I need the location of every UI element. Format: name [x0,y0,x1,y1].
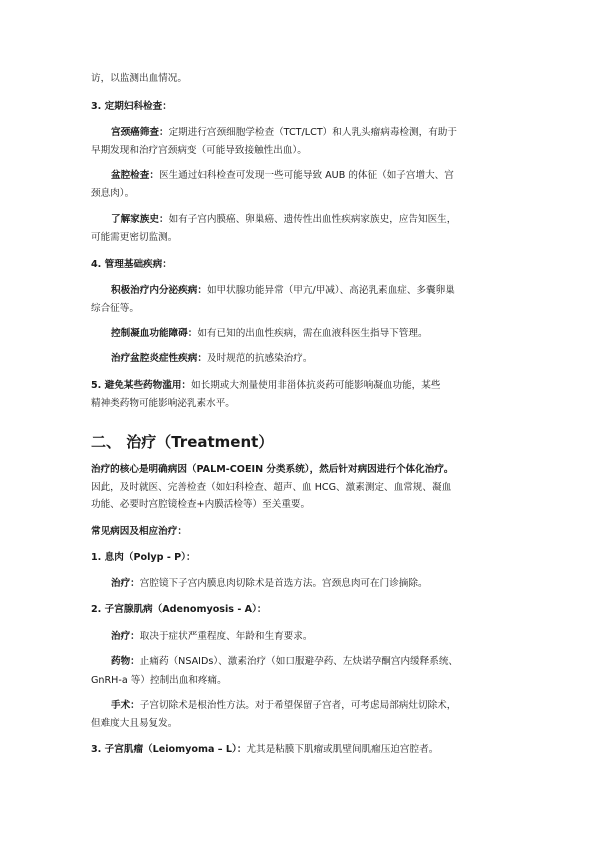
item-text: 止痛药（NSAIDs）、激素治疗（如口服避孕药、左炔诺孕酮宫内缓释系统、 [139,656,459,667]
list-item [111,631,531,643]
paragraph-line: 颈息肉）。 [91,188,135,199]
item-text: 如甲状腺功能异常（甲亢/甲减）、高泌乳素血症、多囊卵巢 [206,285,455,296]
item-term: 盆腔检查： [111,170,159,181]
list-item [111,328,531,340]
list-item [111,285,531,297]
item-term: 治疗： [111,578,140,589]
list-item [111,127,531,139]
item-term: 5. 避免某些药物滥用： [91,380,192,391]
paragraph-line: GnRH-a 等）控制出血和疼痛。 [91,675,227,686]
list-item [111,700,531,712]
section-heading: 3. 定期妇科检查： [91,101,172,112]
item-term: 治疗： [111,631,140,642]
section-heading: 4. 管理基础疾病： [91,259,172,270]
list-item [111,353,531,365]
list-item [91,380,511,392]
section-heading: 1. 息肉（Polyp - P）： [91,552,196,563]
item-term: 积极治疗内分泌疾病： [111,285,207,296]
paragraph-line: 可能需更密切监测。 [91,232,178,243]
list-item [111,214,531,226]
item-text: 如有子宫内膜癌、卵巢癌、遗传性出血性疾病家族史，应告知医生， [168,214,457,225]
item-text: 医生通过妇科检查可发现一些可能导致 AUB 的体征（如子宫增大、宫 [158,170,454,181]
paragraph-line: 功能、必要时宫腔镜检查+内膜活检等）至关重要。 [91,499,311,510]
paragraph-line: 精神类药物可能影响泌乳素水平。 [91,398,235,409]
item-text: 尤其是粘膜下肌瘤或肌壁间肌瘤压迫宫腔者。 [246,744,439,755]
section-heading: 2. 子宫腺肌病（Adenomyosis - A）： [91,604,267,615]
paragraph-line: 访，以监测出血情况。 [91,73,187,84]
item-term: 药物： [111,656,140,667]
list-item [111,170,531,182]
item-term: 3. 子宫肌瘤（Leiomyoma – L）： [91,744,247,755]
item-term: 治疗盆腔炎症性疾病： [111,353,207,364]
item-text: 定期进行宫颈细胞学检查（TCT/LCT）和人乳头瘤病毒检测，有助于 [168,127,457,138]
item-term: 控制凝血功能障碍： [111,328,198,339]
paragraph-line: 因此，及时就医、完善检查（如妇科检查、超声、血 HCG、激素测定、血常规、凝血 [91,482,452,493]
item-term: 手术： [111,700,140,711]
paragraph-line: 早期发现和治疗宫颈病变（可能导致接触性出血）。 [91,145,307,156]
item-text: 取决于症状严重程度、年龄和生育要求。 [139,631,313,642]
section-heading: 常见病因及相应治疗： [91,526,187,537]
list-item [111,578,531,590]
section-title: 二、 治疗（Treatment） [91,433,274,451]
item-text: 宫腔镜下子宫内膜息肉切除术是首选方法。宫颈息肉可在门诊摘除。 [139,578,428,589]
item-text: 子宫切除术是根治性方法。对于希望保留子宫者，可考虑局部病灶切除术， [139,700,457,711]
item-text: 如长期或大剂量使用非甾体抗炎药可能影响凝血功能，某些 [191,380,441,391]
item-term: 宫颈癌筛查： [111,127,169,138]
list-item [111,656,531,668]
item-text: 如有已知的出血性疾病，需在血液科医生指导下管理。 [197,328,428,339]
paragraph-line: 综合征等。 [91,303,139,314]
list-item [91,744,511,756]
item-text: 及时规范的抗感染治疗。 [206,353,313,364]
paragraph-line: 但难度大且易复发。 [91,718,178,729]
paragraph-lead: 治疗的核心是明确病因（PALM-COEIN 分类系统），然后针对病因进行个体化治疗。 [91,464,454,475]
item-term: 了解家族史： [111,214,169,225]
